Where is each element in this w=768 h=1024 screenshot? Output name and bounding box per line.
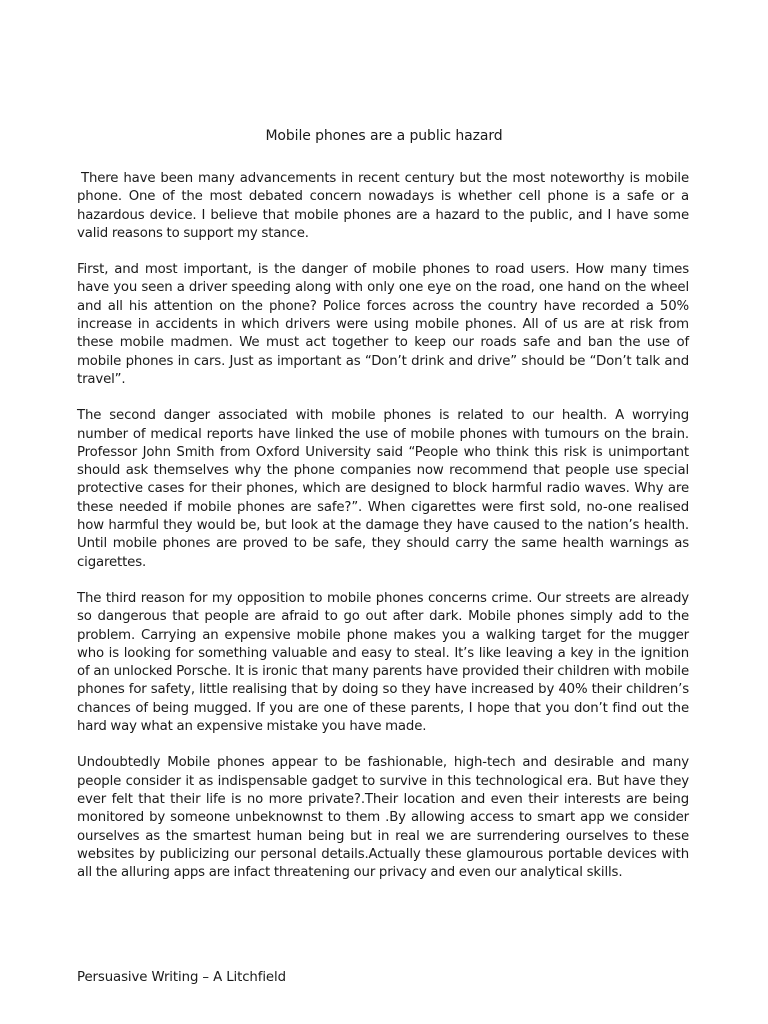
paragraph-health: The second danger associated with mobile phones is related to our health. A worrying number of medical reports have linked the use of mobile phones with tumours on the brain. Professor John Smith from Oxford University said “People who think this risk is unimportant should ask themselves why the phone companies now recommend that people use special protective cases for their phones, which are designed to block harmful radio waves. Why are these needed if mobile phones are safe?”. When cigarettes were first sold, no-one realised how harmful they would be, but look at the damage they have caused to the nation’s health. Until mobile phones are proved to be safe, they should carry the same health warnings as cigarettes. (77, 408, 689, 570)
paragraph-road-safety: First, and most important, is the danger of mobile phones to road users. How many times have you seen a driver speeding along with only one eye on the road, one hand on the wheel and all his attention on the phone? Police forces across the country have recorded a 50% increase in accidents in which drivers were using mobile phones. All of us are at risk from these mobile madmen. We must act together to keep our roads safe and ban the use of mobile phones in cars. Just as important as “Don’t drink and drive” should be “Don’t talk and travel”. (77, 262, 689, 387)
page-footer: Persuasive Writing – A Litchfield (77, 970, 286, 985)
paragraph-intro: There have been many advancements in recent century but the most noteworthy is mobile phone. One of the most debated concern nowadays is whether cell phone is a safe or a hazardous device. I believe that mobile phones are a hazard to the public, and I have some valid reasons to support my stance. (77, 171, 689, 241)
paragraph-crime: The third reason for my opposition to mobile phones concerns crime. Our streets are already so dangerous that people are afraid to go out after dark. Mobile phones simply add to the problem. Carrying an expensive mobile phone makes you a walking target for the mugger who is looking for something valuable and easy to steal. It’s like leaving a key in the ignition of an unlocked Porsche. It is ironic that many parents have provided their children with mobile phones for safety, little realising that by doing so they have increased by 40% their children’s chances of being mugged. If you are one of these parents, I hope that you don’t find out the hard way what an expensive mistake you have made. (77, 590, 689, 735)
page-title: Mobile phones are a public hazard (265, 128, 503, 144)
paragraph-privacy: Undoubtedly Mobile phones appear to be fashionable, high-tech and desirable and many people consider it as indispensable gadget to survive in this technological era. But have they ever felt that their life is no more private?.Their location and even their interests are being monitored by someone unbeknownst to them .By allowing access to smart app we consider ourselves as the smartest human being but in real we are surrendering ourselves to these websites by publicizing our personal details.Actually these glamourous portable devices with all the alluring apps are infact threatening our privacy and even our analytical skills. (77, 755, 689, 881)
essay-body (77, 170, 689, 900)
